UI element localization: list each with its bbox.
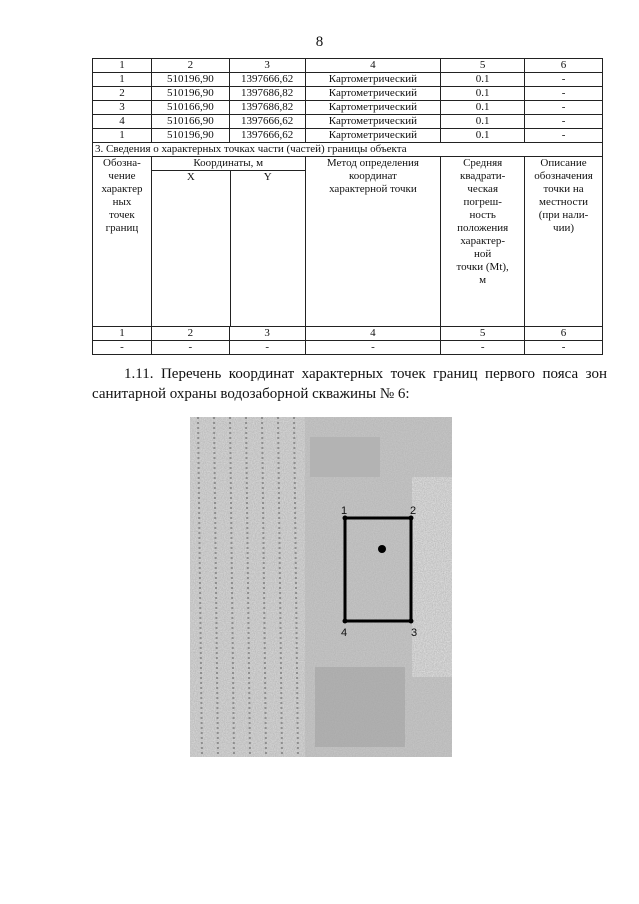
table-cell: Картометрический: [305, 101, 441, 115]
table-row: [93, 115, 603, 129]
table-cell: 510166,90: [151, 115, 229, 129]
table-cell: 1397686,82: [229, 87, 305, 101]
column-number: 1: [93, 327, 152, 341]
table-cell: 510196,90: [151, 73, 229, 87]
table-cell: -: [525, 73, 603, 87]
table-cell: 0.1: [441, 101, 525, 115]
point-label-2: 2: [410, 505, 417, 517]
table-cell: -: [93, 341, 152, 355]
table-cell: 1397666,62: [229, 129, 305, 143]
table-cell: 0.1: [441, 129, 525, 143]
boundary-point-3: [409, 619, 414, 624]
header-cell: 6: [525, 59, 603, 73]
column-number-row: [93, 327, 603, 341]
table-cell: 510196,90: [151, 87, 229, 101]
table-cell: 1: [93, 73, 152, 87]
coordinates-header: [151, 157, 305, 327]
table-cell: -: [525, 87, 603, 101]
column-number: 6: [525, 327, 603, 341]
table-cell: 2: [93, 87, 152, 101]
column-number: 5: [441, 327, 525, 341]
table-cell: 0.1: [441, 73, 525, 87]
boundary-point-4: [343, 619, 348, 624]
designation-header: Обозна- чение характер ных точек границ: [93, 157, 152, 327]
header-cell: 2: [151, 59, 229, 73]
table-cell: -: [305, 341, 441, 355]
table-cell: 0.1: [441, 87, 525, 101]
page-number: 8: [315, 34, 324, 50]
table-cell: -: [151, 341, 229, 355]
table-cell: 1397666,62: [229, 73, 305, 87]
section-title-row: [93, 143, 603, 157]
table-cell: -: [441, 341, 525, 355]
table-cell: -: [525, 341, 603, 355]
column-number: 4: [305, 327, 441, 341]
table-cell: Картометрический: [305, 73, 441, 87]
table-cell: -: [525, 101, 603, 115]
empty-data-row: [93, 341, 603, 355]
column-number: 3: [229, 327, 305, 341]
table-cell: 3: [93, 101, 152, 115]
coordinates-subheader: [152, 171, 305, 326]
column-number: 2: [151, 327, 229, 341]
table-cell: -: [525, 129, 603, 143]
table-cell: 0.1: [441, 115, 525, 129]
table-cell: 510196,90: [151, 129, 229, 143]
well-icon: [378, 545, 386, 553]
y-header: Y: [263, 171, 272, 183]
section-paragraph: 1.11. Перечень координат характерных точек границ первого пояса зон санитарной охраны водозаборной скважины № 6:: [92, 366, 607, 402]
table-cell: 4: [93, 115, 152, 129]
header-cell: 4: [305, 59, 441, 73]
table-row: [93, 129, 603, 143]
table-cell: 1397686,82: [229, 101, 305, 115]
boundary-map: [190, 417, 452, 757]
table-cell: 1397666,62: [229, 115, 305, 129]
table-row: [93, 101, 603, 115]
table-cell: Картометрический: [305, 115, 441, 129]
header-cell: 3: [229, 59, 305, 73]
section-title: 3. Сведения о характерных точках части (частей) границы объекта: [93, 143, 603, 157]
table-cell: Картометрический: [305, 129, 441, 143]
description-header: Описание обозначения точки на местности (при нали- чии): [525, 157, 603, 327]
point-label-3: 3: [411, 627, 418, 639]
satellite-map-image: [190, 417, 452, 757]
header-cell: 5: [441, 59, 525, 73]
table-cell: -: [525, 115, 603, 129]
section-header-row: [93, 157, 603, 327]
coordinates-table: [92, 58, 603, 355]
table-row: [93, 87, 603, 101]
x-header: X: [152, 171, 231, 326]
table-cell: -: [229, 341, 305, 355]
table-header-row: [93, 59, 603, 73]
point-label-4: 4: [341, 627, 348, 639]
error-header: Средняя квадрати- ческая погреш- ность положения характер- ной точки (Mt), м: [441, 157, 525, 327]
header-cell: 1: [93, 59, 152, 73]
coordinates-header-label: Координаты, м: [152, 157, 305, 171]
table-cell: 510166,90: [151, 101, 229, 115]
point-label-1: 1: [341, 505, 348, 517]
table-row: [93, 73, 603, 87]
table-cell: 1: [93, 129, 152, 143]
method-header: Метод определения координат характерной точки: [305, 157, 441, 327]
table-cell: Картометрический: [305, 87, 441, 101]
